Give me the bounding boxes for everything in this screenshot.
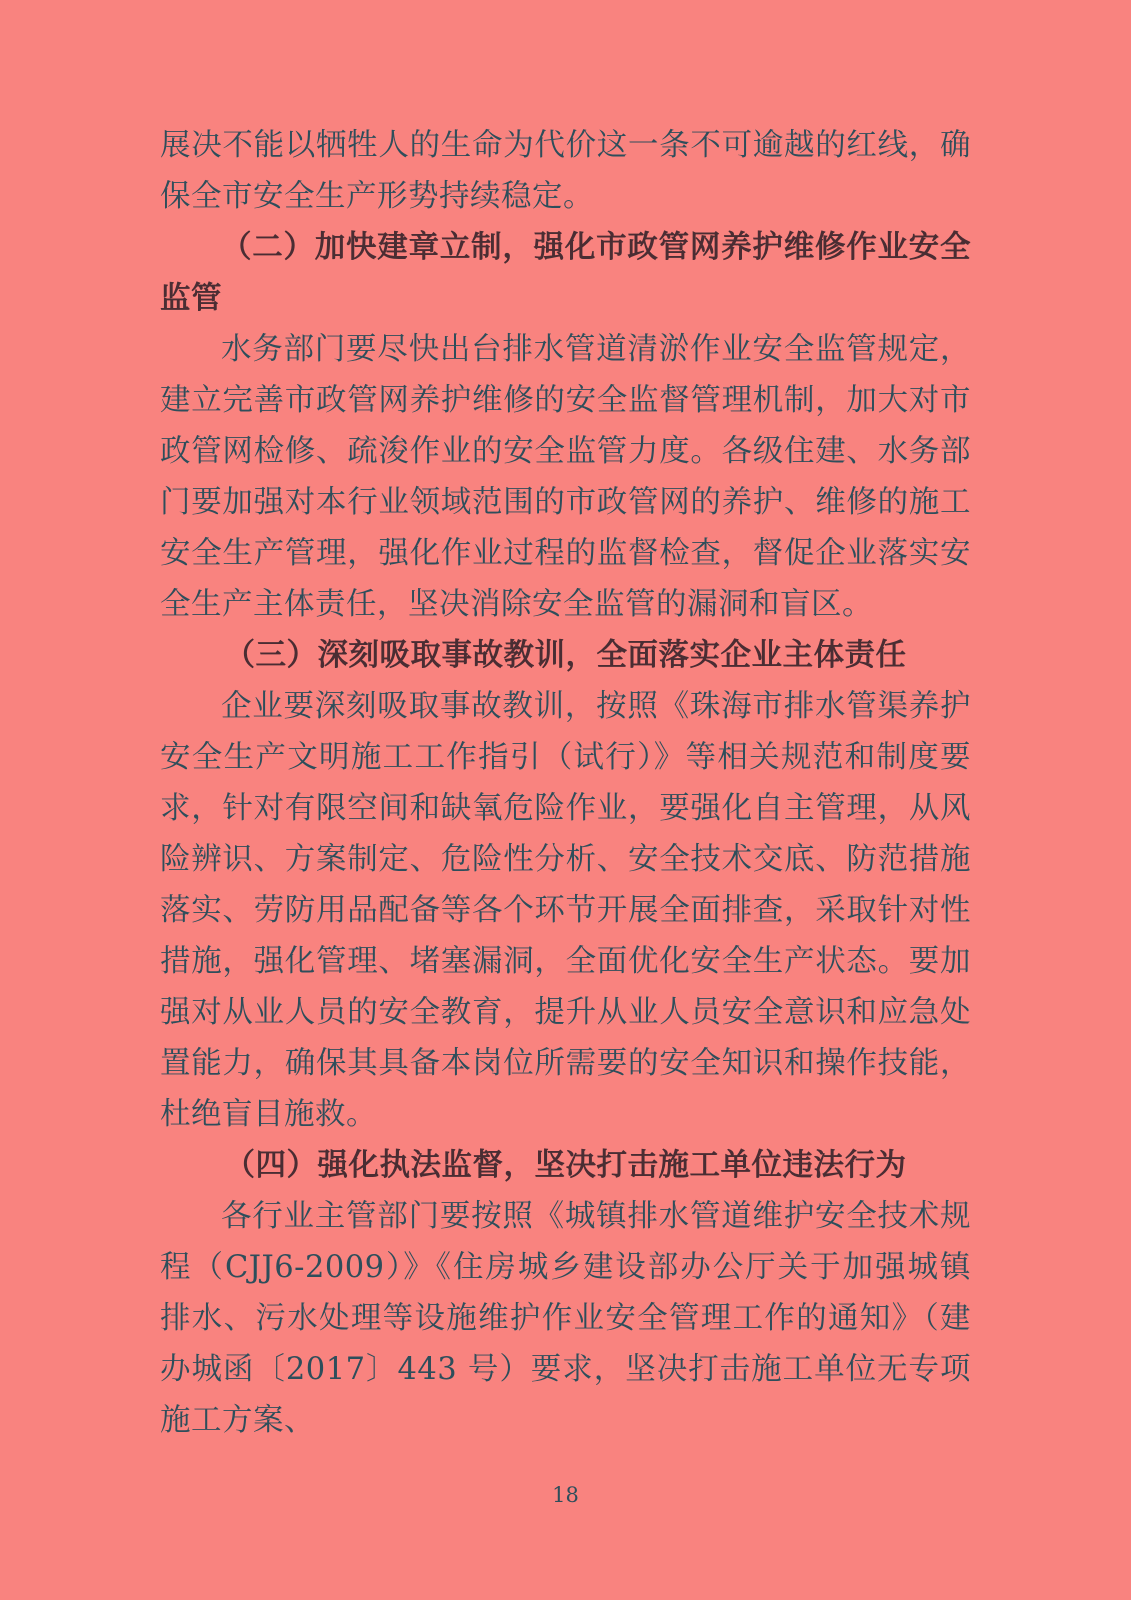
paragraph-section-four: 各行业主管部门要按照《城镇排水管道维护安全技术规程（CJJ6-2009）》《住房城乡建设部办公厅关于加强城镇排水、污水处理等设施维护作业安全管理工作的通知》（建办城函〔2017〕443 号）要求，坚决打击施工单位无专项施工方案、	[160, 1199, 971, 1438]
paragraph-continued: 展决不能以牺牲人的生命为代价这一条不可逾越的红线，确保全市安全生产形势持续稳定。	[160, 128, 971, 214]
page-number: 18	[552, 1483, 579, 1507]
section-heading-four: （四）强化执法监督，坚决打击施工单位违法行为	[224, 1147, 907, 1183]
paragraph-section-two: 水务部门要尽快出台排水管道清淤作业安全监管规定，建立完善市政管网养护维修的安全监督管理机制，加大对市政管网检修、疏浚作业的安全监管力度。各级住建、水务部门要加强对本行业领域范围的市政管网的养护、维修的施工安全生产管理，强化作业过程的监督检查，督促企业落实安全生产主体责任，坚决消除安全监管的漏洞和盲区。	[160, 332, 971, 622]
section-heading-three: （三）深刻吸取事故教训，全面落实企业主体责任	[224, 637, 907, 673]
paragraph-section-three: 企业要深刻吸取事故教训，按照《珠海市排水管渠养护安全生产文明施工工作指引（试行）》等相关规范和制度要求，针对有限空间和缺氧危险作业，要强化自主管理，从风险辨识、方案制定、危险性分析、安全技术交底、防范措施落实、劳防用品配备等各个环节开展全面排查，采取针对性措施，强化管理、堵塞漏洞，全面优化安全生产状态。要加强对从业人员的安全教育，提升从业人员安全意识和应急处置能力，确保其具备本岗位所需要的安全知识和操作技能，杜绝盲目施救。	[160, 689, 971, 1132]
section-heading-two: （二）加快建章立制，强化市政管网养护维修作业安全监管	[160, 229, 971, 316]
